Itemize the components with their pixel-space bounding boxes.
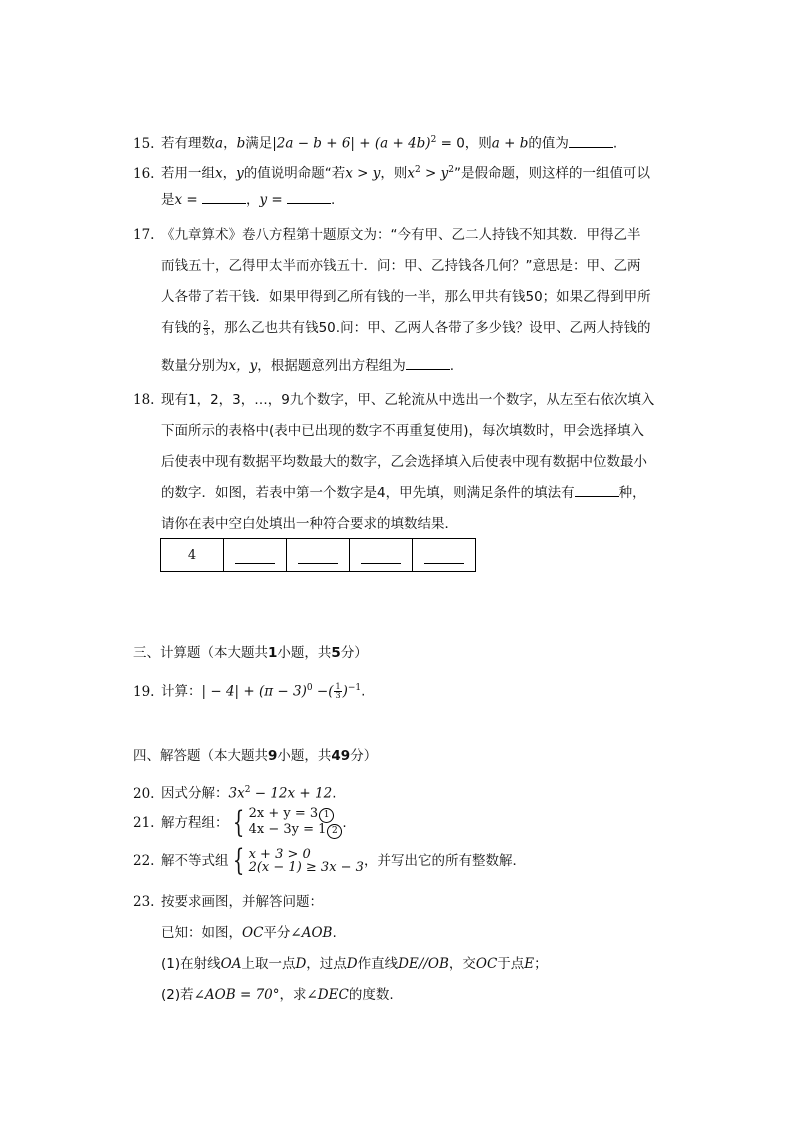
question-18-line5: 请你在表中空白处填出一种符合要求的填数结果． (161, 516, 458, 532)
question-22: 22. 解不等式组 { x + 3 > 0 2(x − 1) ≥ 3x − 3 ，并写出它的所有整数解． (133, 843, 526, 878)
question-number: 23. (133, 894, 155, 910)
answer-blank-x[interactable] (202, 190, 246, 204)
fraction: $\frac{2}{3}$ (203, 318, 209, 337)
question-16: 16. 若用一组x，y的值说明命题“若x > y，则$x^2 > y^2$”是假命题，则这样的一组值可以 (133, 165, 651, 182)
question-number: 20. (133, 785, 155, 802)
table-cell-blank[interactable] (350, 539, 413, 572)
question-17-line2: 而钱五十，乙得甲太半而亦钱五十．问：甲、乙持钱各几何？”意思是：甲、乙两 (161, 258, 641, 274)
question-number: 18. (133, 392, 155, 408)
circled-number: 1 (319, 808, 334, 823)
table-cell-blank[interactable] (413, 539, 476, 572)
question-16-line2: 是x = ，y = . (161, 192, 336, 208)
question-18: 18. 现有1，2，3，…，9九个数字，甲、乙轮流从中选出一个数字，从左至右依次填入 (133, 392, 655, 408)
fraction: $\frac{1}{3}$ (335, 682, 341, 700)
question-17-line5: 数量分别为x，y，根据题意列出方程组为 . (161, 358, 455, 374)
question-number: 16. (133, 165, 155, 182)
question-15: 15. 若有理数a，b满足$|2a - b + 6| + (a + 4b)^2 = 0$，则a + b的值为 . (133, 135, 618, 152)
section-4-heading: 四、解答题（本大题共9小题，共49分） (133, 748, 378, 764)
number-fill-table (160, 538, 476, 572)
question-23: 23. 按要求画图，并解答问题： (133, 894, 323, 910)
question-number: 21. (133, 815, 155, 831)
question-18-line2: 下面所示的表格中(表中已出现的数字不再重复使用)，每次填数时，甲会选择填入 (161, 423, 645, 439)
equation-system: { 2x + y = 3 1 4x − 3y = 1 2 (229, 807, 343, 839)
answer-blank-y[interactable] (287, 190, 331, 204)
question-number: 15. (133, 135, 155, 152)
question-23-line3: (1)在射线OA上取一点D，过点D作直线DE//OB，交OC于点E； (161, 956, 548, 972)
brace-icon: { (232, 805, 244, 840)
question-23-line4: (2)若∠AOB = 70°，求∠DEC的度数. (161, 987, 394, 1003)
question-17: 17. 《九章算术》卷八方程第十题原文为：“今有甲、乙二人持钱不知其数．甲得乙半 (133, 227, 641, 243)
table-cell-blank[interactable] (287, 539, 350, 572)
section-3-heading: 三、计算题（本大题共1小题，共5分） (133, 645, 368, 661)
question-18-line3: 后使表中现有数据平均数最大的数字，乙会选择填入后使表中现有数据中位数最小 (161, 454, 647, 470)
question-number: 19. (133, 683, 155, 700)
table-cell-first: 4 (161, 539, 224, 572)
question-17-line4: 有钱的 $\frac{2}{3}$ ，那么乙也共有钱50.问：甲、乙两人各带了多少钱？设甲、乙两人持钱的 (161, 318, 651, 337)
question-number: 17. (133, 227, 155, 243)
question-19: 19. 计算：| − $4| + (\pi - 3)^0$ −( $\frac{1}{3}$ )$^{-1}$. (133, 682, 366, 700)
answer-blank[interactable] (575, 483, 619, 497)
answer-blank[interactable] (569, 134, 613, 148)
circled-number: 2 (327, 824, 342, 839)
table-cell-blank[interactable] (224, 539, 287, 572)
question-17-line3: 人各带了若干钱．如果甲得到乙所有钱的一半，那么甲共有钱50；如果乙得到甲所 (161, 289, 651, 305)
math-expression: |2a − b + 6| + (a + 4b) (272, 135, 431, 152)
question-20: 20. 因式分解：$3x^2 - 12x + 12$. (133, 785, 337, 802)
brace-icon: { (232, 843, 244, 878)
question-18-line4: 的数字．如图，若表中第一个数字是4，甲先填，则满足条件的填法有 种， (161, 485, 646, 501)
inequality-system: { x + 3 > 0 2(x − 1) ≥ 3x − 3 (232, 843, 364, 878)
question-21: 21. 解方程组： { 2x + y = 3 1 4x − 3y = 1 2 . (133, 805, 347, 840)
table-row (161, 539, 476, 572)
question-23-line2: 已知：如图，OC平分∠AOB. (161, 925, 337, 941)
answer-blank[interactable] (406, 356, 450, 370)
question-number: 22. (133, 853, 155, 869)
